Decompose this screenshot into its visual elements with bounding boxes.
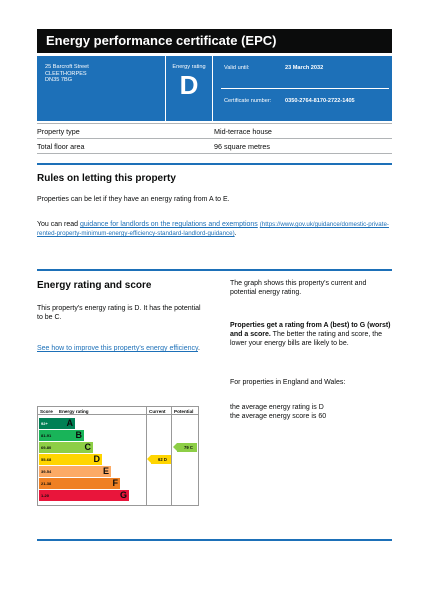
guidance-url-link[interactable]: (https://www.gov.uk/guidance/domestic-private-rented-property-minimum-energy-efficiency-standard-landlord-guidance) [37, 221, 389, 237]
address-line-1: 25 Barcroft Street [45, 64, 89, 70]
letting-text: Properties can be let if they have an energy rating from A to E. [37, 196, 230, 203]
improve-suffix: . [198, 345, 200, 352]
page-title: Energy performance certificate (EPC) [37, 29, 392, 53]
guidance-prefix: You can read [37, 221, 80, 228]
rating-band-c [39, 442, 145, 453]
band-range: 92+ [39, 418, 57, 429]
divider [37, 138, 392, 139]
valid-until-value: 23 March 2032 [285, 65, 324, 71]
band-letter: G [119, 490, 127, 500]
average-score: the average energy score is 60 [230, 413, 327, 420]
rating-explanation-rest: The better the rating and score, the lower your energy bills are likely to be. [230, 331, 383, 347]
band-range: 55-68 [39, 454, 57, 465]
divider [37, 153, 392, 154]
divider [37, 123, 392, 124]
rating-band-e [39, 466, 145, 477]
rating-label: Energy rating [172, 64, 206, 70]
rating-band-d [39, 454, 145, 465]
address-line-3: DN35 7BG [45, 77, 73, 84]
band-bar [57, 478, 120, 489]
address [45, 64, 155, 84]
rating-band-g [39, 490, 145, 501]
band-letter: A [66, 418, 73, 428]
band-range: 39-54 [39, 466, 57, 477]
band-range: 21-38 [39, 478, 57, 489]
band-bar [57, 418, 75, 429]
certificate-number-value: 0350-2764-8170-2722-1405 [285, 98, 355, 104]
rating-explanation-bold: Properties get a rating from A (best) to G (worst) and a score. [230, 322, 391, 338]
band-range: 69-80 [39, 442, 57, 453]
floor-area-value: 96 square metres [214, 142, 270, 151]
improve-text [37, 344, 202, 353]
letting-guidance [37, 220, 392, 238]
rating-explanation [230, 321, 392, 348]
band-bar [57, 490, 129, 501]
graph-text: The graph shows this property's current and potential energy rating. [230, 280, 367, 296]
average-rating: the average energy rating is D [230, 404, 324, 411]
letting-heading: Rules on letting this property [37, 173, 176, 184]
header-energy-rating: Energy rating [59, 408, 89, 414]
floor-area-label: Total floor area [37, 142, 85, 151]
section-rule [37, 269, 392, 271]
potential-rating-marker [177, 443, 197, 452]
property-type-value: Mid-terrace house [214, 127, 272, 136]
guidance-link[interactable]: guidance for landlords on the regulations and exemptions [79, 221, 258, 228]
rating-cell [165, 56, 213, 121]
band-letter: D [93, 454, 100, 464]
band-bar [57, 442, 93, 453]
band-letter: F [112, 478, 118, 488]
address-line-2: CLEETHORPES [45, 70, 87, 77]
band-bar [57, 430, 84, 441]
section-rule [37, 163, 392, 165]
score-text: This property's energy rating is D. It has the potential to be C. [37, 305, 201, 321]
summary-box [37, 56, 392, 121]
energy-rating-chart [37, 406, 199, 506]
band-bar [57, 466, 111, 477]
score-heading: Energy rating and score [37, 280, 152, 291]
current-rating-marker [151, 455, 171, 464]
section-rule [37, 539, 392, 541]
band-bar [57, 454, 102, 465]
rating-letter: D [179, 70, 199, 100]
valid-until-label: Valid until: [224, 65, 250, 71]
band-letter: B [75, 430, 82, 440]
column-divider [171, 407, 172, 505]
improve-link[interactable]: See how to improve this property's energy efficiency [37, 345, 198, 352]
chart-header [38, 407, 198, 415]
rating-band-b [39, 430, 145, 441]
certificate-number-label: Certificate number: [224, 98, 272, 104]
england-text: For properties in England and Wales: [230, 379, 346, 386]
potential-rating-label: 79 C [184, 445, 193, 450]
band-letter: E [102, 466, 109, 476]
band-range: 1-20 [39, 490, 57, 501]
guidance-suffix: . [234, 230, 237, 237]
band-range: 81-91 [39, 430, 57, 441]
property-type-label: Property type [37, 127, 80, 136]
header-score: Score [40, 408, 53, 414]
header-potential: Potential [174, 408, 194, 414]
rating-band-a [39, 418, 145, 429]
header-current: Current [149, 408, 166, 414]
current-rating-label: 62 D [158, 457, 167, 462]
divider [221, 88, 389, 89]
band-letter: C [84, 442, 91, 452]
rating-band-f [39, 478, 145, 489]
